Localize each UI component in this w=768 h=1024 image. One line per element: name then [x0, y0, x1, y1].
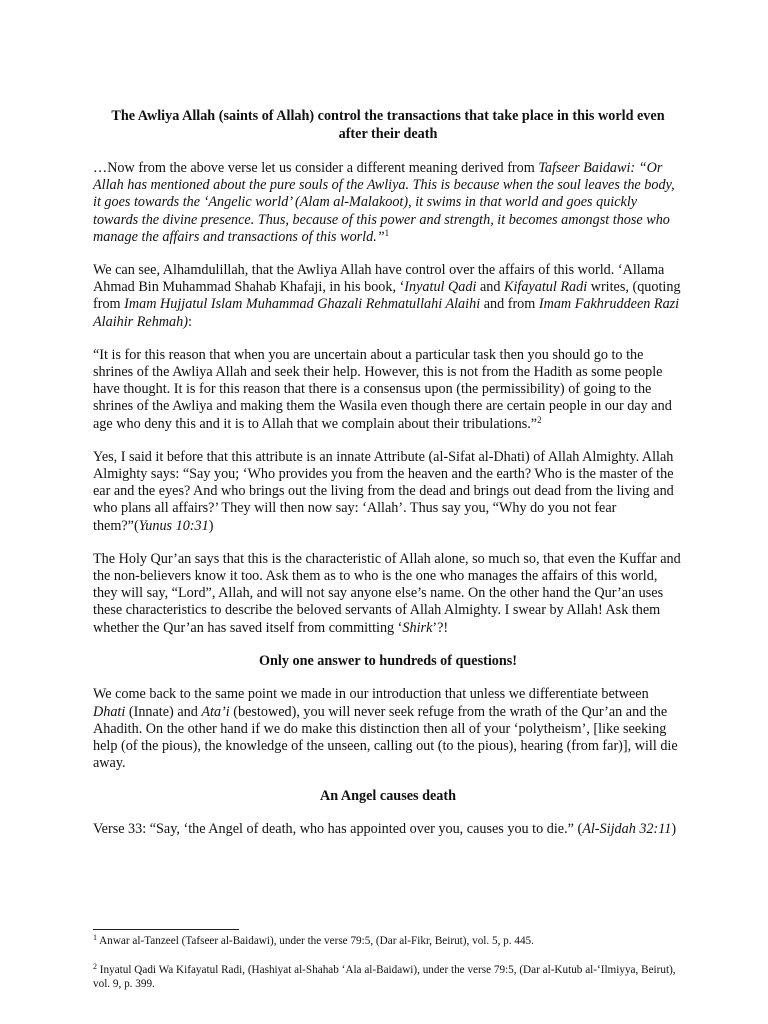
paragraph-text: (Innate) and	[125, 703, 202, 720]
italic-term: Ata’i	[201, 703, 230, 720]
footnote-item	[93, 963, 681, 991]
paragraph-text: (bestowed), you will never seek refuge from the wrath of the Qur’an and the Ahadith. On the other hand if we do make this distinction then all of your ‘polytheism’, [like seeking help (of the pious), the knowledge of the unseen, calling out (to the pious), hearing (from far)], will die away.	[93, 703, 678, 772]
italic-term: Shirk	[402, 619, 433, 636]
footnote-ref-2[interactable]: 2	[537, 414, 542, 425]
footnote-item	[93, 934, 681, 948]
paragraph-innate-attribute	[93, 449, 683, 535]
section-heading-one-answer: Only one answer to hundreds of questions!	[258, 652, 518, 669]
section-heading-angel: An Angel causes death	[320, 788, 456, 805]
paragraph-text: )	[671, 820, 677, 837]
italic-book-title: Inyatul Qadi	[404, 279, 477, 296]
italic-scholar-name: Imam Fakhruddeen Razi Alaihir Rehmah)	[93, 296, 680, 330]
paragraph-text: We come back to the same point we made in our introduction that unless we differentiate between	[93, 686, 649, 703]
paragraph-tafseer-baidawi	[93, 160, 683, 246]
paragraph-text: Verse 33: “Say, ‘the Angel of death, who has appointed over you, causes you to die.” (	[93, 820, 583, 837]
paragraph-text: writes, (quoting from	[93, 279, 681, 313]
italic-verse-reference: Yunus 10:31	[138, 517, 209, 534]
paragraph-text: The Holy Qur’an says that this is the characteristic of Allah alone, so much so, that even the Kuffar and the non-believers know it too. Ask them as to who is the one who manages the affairs of this world, they will say, “Lord”, Allah, and will not say anyone else’s name. On the other hand the Qur’an uses these characteristics to describe the beloved servants of Allah Almighty. I swear by Allah! Ask them whether the Qur’an has saved itself from committing ‘	[93, 550, 681, 636]
document-body	[93, 108, 683, 838]
footnotes-section	[93, 934, 681, 991]
italic-book-title: Kifayatul Radi	[504, 279, 588, 296]
footnote-number: 2	[93, 962, 97, 971]
paragraph-shrines-quote	[93, 347, 683, 433]
paragraph-holy-quran	[93, 551, 683, 637]
paragraph-text: ’?!	[432, 619, 449, 636]
paragraph-text: and from	[480, 296, 539, 313]
italic-quote: Tafseer Baidawi: “Or Allah has mentioned about the pure souls of the Awliya. This is because when the soul leaves the body, it goes towards the ‘Angelic world’ (Alam al-Malakoot), it swims in that world and goes quickly towards the divine presence. Thus, because of this power and strength, it becomes amongst those who manage the affairs and transactions of this world.”	[93, 160, 675, 245]
paragraph-text: …Now from the above verse let us consider a different meaning derived from	[93, 160, 539, 176]
paragraph-text: “It is for this reason that when you are uncertain about a particular task then you should go to the shrines of the Awliya Allah and seek their help. However, this is not from the Hadith as some people have thought. It is for this reason that there is a consensus upon (the permissibility) of going to the shrines of the Awliya and making them the Wasila even though there are certain people in our day and age who deny this and it is to Allah that we complain about their tribulations.”	[93, 346, 672, 432]
paragraph-text: )	[208, 517, 214, 534]
paragraph-dhati-atai	[93, 686, 683, 772]
paragraph-awliya-control	[93, 262, 683, 331]
section-heading-main: The Awliya Allah (saints of Allah) control the transactions that take place in this world even after their death	[111, 108, 665, 142]
footnote-divider	[93, 929, 239, 930]
paragraph-text: :	[187, 313, 192, 330]
paragraph-text: Yes, I said it before that this attribute is an innate Attribute (al-Sifat al-Dhati) of Allah Almighty. Allah Almighty says: “Say you; ‘Who provides you from the heaven and the earth? Who is the master of the ear and the eyes? And who brings out the living from the dead and brings out dead from the living and who plans all affairs?’ They will then now say: ‘Allah’. Thus say you, “Why do you not fear them?”(	[93, 448, 674, 534]
footnote-number: 1	[93, 933, 97, 942]
footnote-text: Anwar al-Tanzeel (Tafseer al-Baidawi), under the verse 79:5, (Dar al-Fikr, Beirut), vol. 5, p. 445.	[97, 935, 534, 947]
footnote-text: Inyatul Qadi Wa Kifayatul Radi, (Hashiyat al-Shahab ‘Ala al-Baidawi), under the verse 79:5, (Dar al-Kutub al-‘Ilmiyya, Beirut), vol. 9, p. 399.	[93, 964, 676, 990]
italic-scholar-name: Imam Hujjatul Islam Muhammad Ghazali Rehmatullahi Alaihi	[124, 296, 481, 313]
italic-verse-reference: Al-Sijdah 32:11	[582, 820, 672, 837]
footnote-ref-1[interactable]: 1	[384, 227, 390, 238]
italic-term: Dhati	[93, 703, 126, 720]
paragraph-verse-33	[93, 821, 683, 838]
paragraph-text: and	[476, 279, 504, 296]
paragraph-text: We can see, Alhamdulillah, that the Awliya Allah have control over the affairs of this world. ‘Allama Ahmad Bin Muhammad Shahab Khafaji, in his book, ‘	[93, 262, 665, 296]
